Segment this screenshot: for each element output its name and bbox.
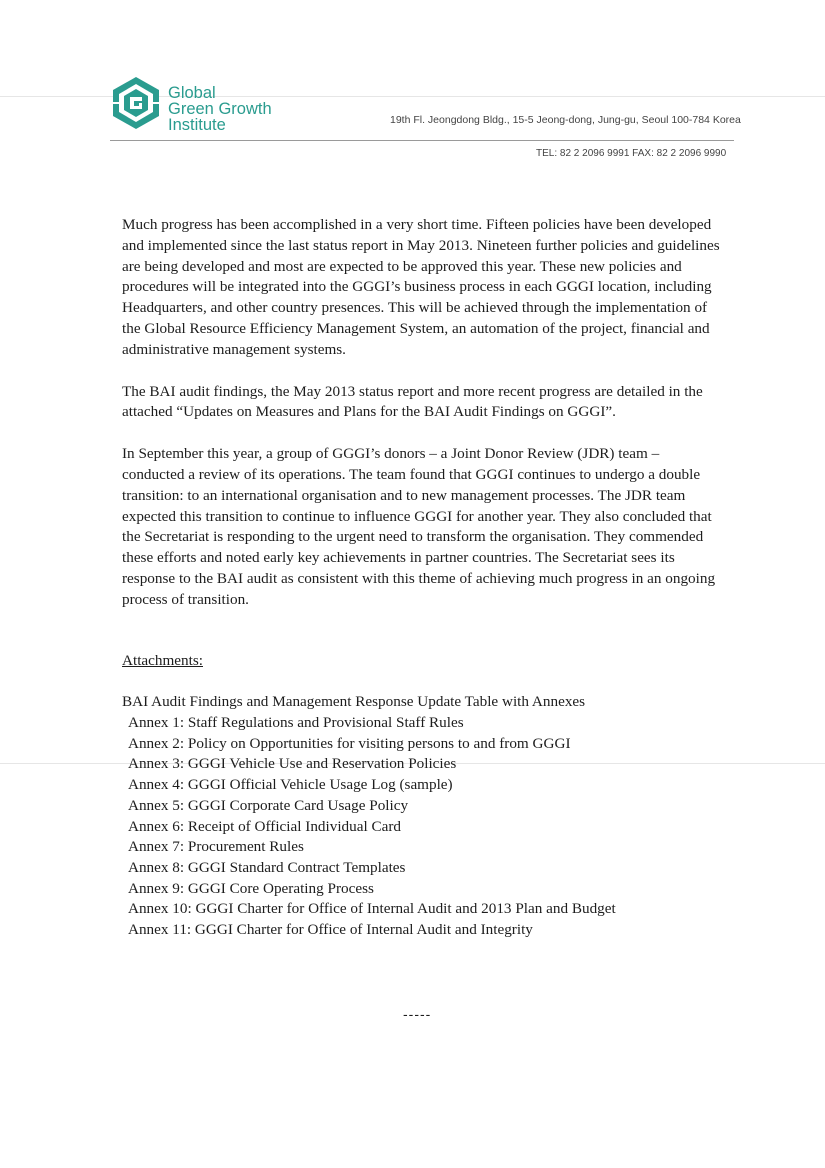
body-paragraph: In September this year, a group of GGGI’s donors – a Joint Donor Review (JDR) team – conducted a review of its operations. The team found that GGGI continues to undergo a double transition: to an international organisation and to new management processes. The JDR team expected this transition to continue to influence GGGI for another year. They also concluded that the Secretariat is responding to the urgent need to transform the organisation. They commended these efforts and noted early key achievements in partner countries. The Secretariat sees its response to the BAI audit as consistent with this theme of achieving much progress in an ongoing process of transition. <box>122 445 716 608</box>
attachments-title: BAI Audit Findings and Management Response Update Table with Annexes <box>122 693 586 710</box>
annex-item: Annex 11: GGGI Charter for Office of Internal Audit and Integrity <box>128 921 533 939</box>
annex-item: Annex 1: Staff Regulations and Provisional Staff Rules <box>128 714 464 731</box>
body-paragraph: The BAI audit findings, the May 2013 status report and more recent progress are detailed in the attached “Updates on Measures and Plans for the BAI Audit Findings on GGGI”. <box>122 382 703 421</box>
end-of-document-mark: ----- <box>403 1006 432 1022</box>
annex-item: Annex 8: GGGI Standard Contract Templates <box>128 858 406 876</box>
logo-line: Institute <box>168 116 226 134</box>
header-contact: TEL: 82 2 2096 9991 FAX: 82 2 2096 9990 <box>536 148 727 159</box>
annex-item: Annex 10: GGGI Charter for Office of Internal Audit and 2013 Plan and Budget <box>128 900 616 918</box>
letter-body <box>122 215 722 632</box>
annex-item: Annex 7: Procurement Rules <box>128 838 304 856</box>
annex-item: Annex 9: GGGI Core Operating Process <box>128 879 374 897</box>
annex-list <box>128 713 616 941</box>
annex-item: Annex 3: GGGI Vehicle Use and Reservation Policies <box>128 755 457 773</box>
logo-wordmark <box>168 85 272 133</box>
attachments-heading: Attachments: <box>122 652 203 669</box>
annex-item: Annex 2: Policy on Opportunities for visiting persons to and from GGGI <box>128 734 571 752</box>
annex-item: Annex 4: GGGI Official Vehicle Usage Log (sample) <box>128 776 453 794</box>
logo-line: Global <box>168 84 216 102</box>
header-address: 19th Fl. Jeongdong Bldg., 15-5 Jeong-dong, Jung-gu, Seoul 100-784 Korea <box>390 114 741 126</box>
annex-item: Annex 5: GGGI Corporate Card Usage Policy <box>128 796 409 814</box>
body-paragraph: Much progress has been accomplished in a very short time. Fifteen policies have been developed and implemented since the last status report in May 2013. Nineteen further policies and guidelines are being developed and most are expected to be approved this year. These new policies and procedures will be integrated into the GGGI’s business process in each GGGI location, including Headquarters, and other country presences. This will be achieved through the implementation of the Global Resource Efficiency Management System, an automation of the project, financial and administrative management systems. <box>122 216 720 358</box>
annex-item: Annex 6: Receipt of Official Individual Card <box>128 817 402 835</box>
logo-line: Green Growth <box>168 100 272 118</box>
gggi-logo-icon <box>108 75 164 131</box>
header-divider <box>110 140 734 141</box>
